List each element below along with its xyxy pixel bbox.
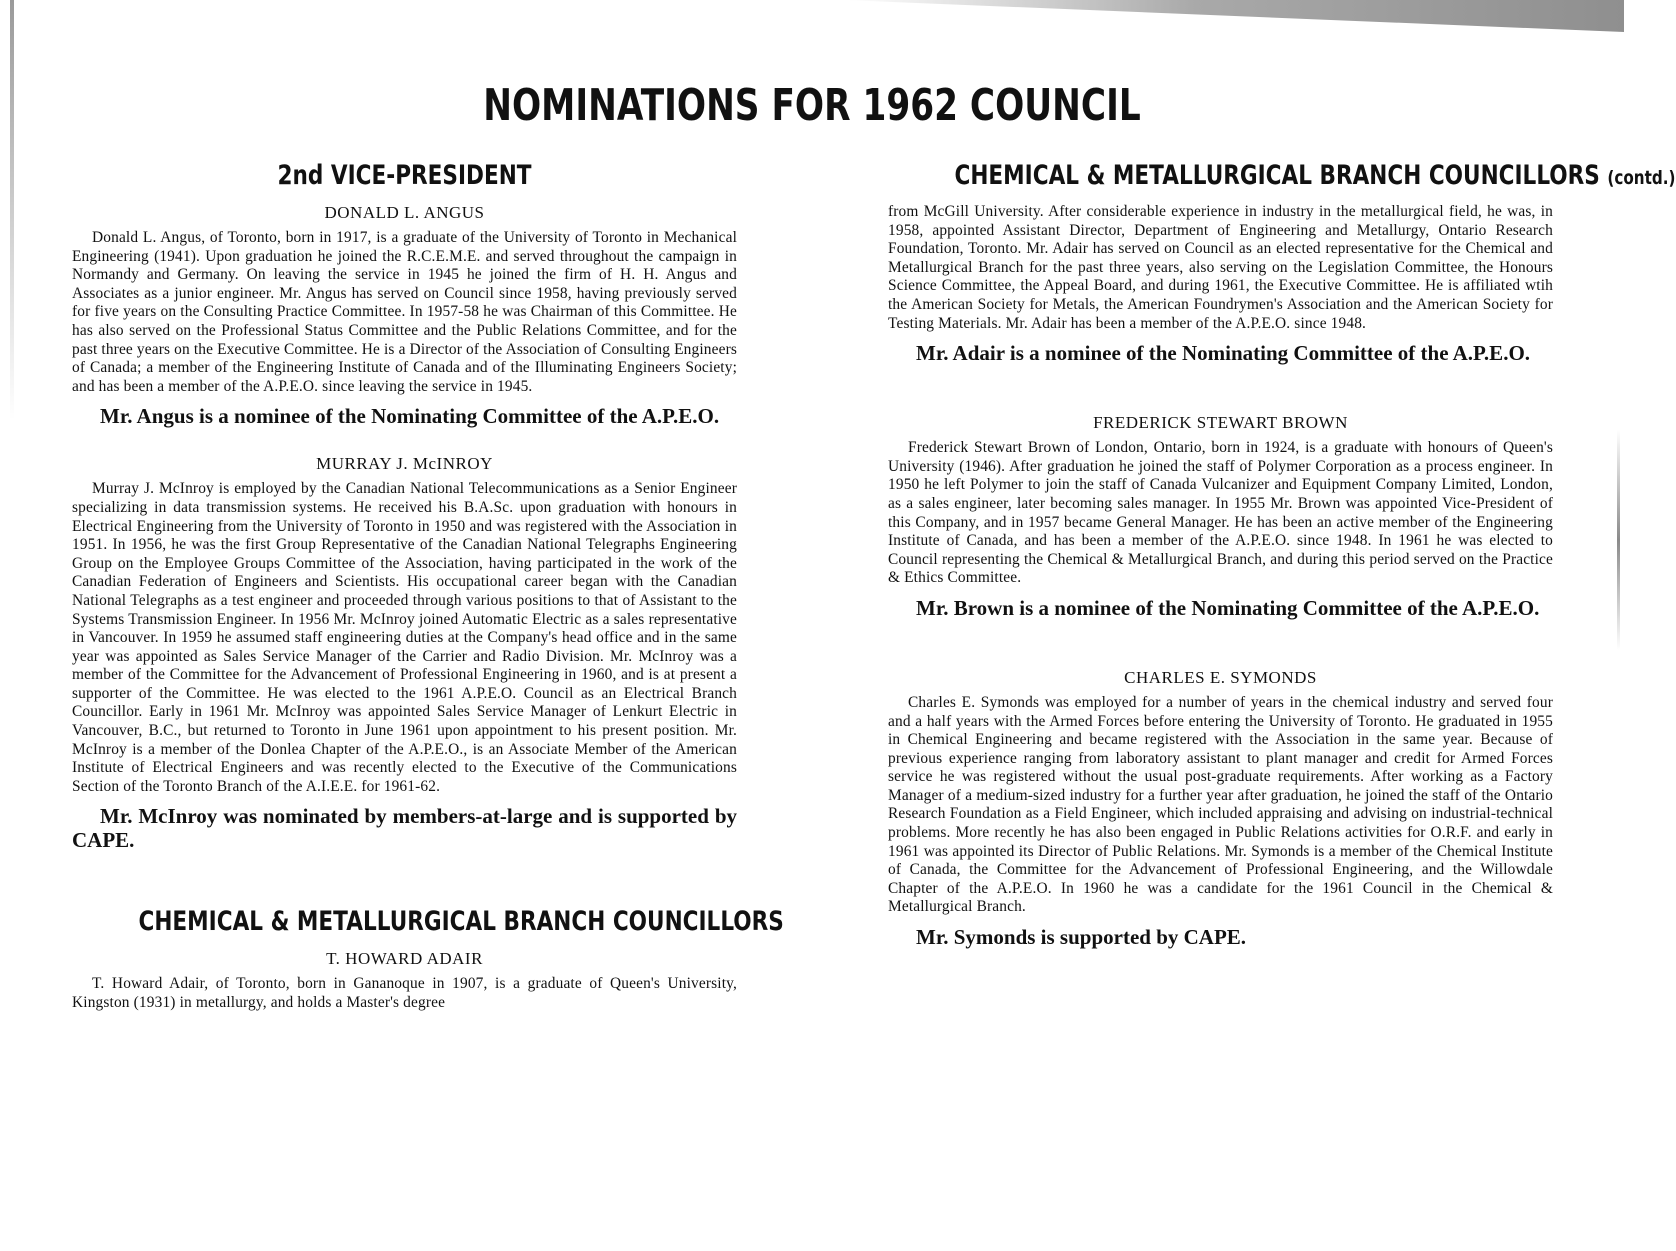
- nominee-name-symonds: CHARLES E. SYMONDS: [1124, 667, 1317, 687]
- scan-edge-right: [1617, 430, 1620, 650]
- nominee-bio-adair-start: T. Howard Adair, of Toronto, born in Gananoque in 1907, is a graduate of Queen's University, Kingston (1931) in metallurgy, and holds a Master's degree: [72, 975, 737, 1012]
- right-column: [888, 150, 1676, 950]
- section-heading-suffix: (contd.): [1607, 167, 1676, 189]
- nominee-bio-adair-end: from McGill University. After considerable experience in industry in the metallurgical field, he was, in 1958, appointed Assistant Director, Department of Engineering and Metallurgy, Ontario Research Foundation, Toronto. Mr. Adair has served on Council as an elected representative for the Chemical and Metallurgical Branch for the past three years, also serving on the Legislation Committee, the Honours Science Committee, the Appeal Board, and during 1961, the Executive Committee. He is affiliated wtih the American Society for Metals, the American Foundrymen's Association and the American Society for Testing Materials. Mr. Adair has been a member of the A.P.E.O. since 1948.: [888, 203, 1553, 332]
- section-heading-chem-metallurgical-contd: [954, 160, 1676, 191]
- page-title: NOMINATIONS FOR 1962 COUNCIL: [483, 80, 1141, 131]
- nominee-name-brown: FREDERICK STEWART BROWN: [1093, 413, 1348, 433]
- section-heading-vice-president: 2nd VICE-PRESIDENT: [277, 160, 532, 191]
- nominee-bio-mcinroy: Murray J. McInroy is employed by the Canadian National Telecommunications as a Senior Engineer specializing in data transmission systems. He received his B.A.Sc. upon graduation with honours in Electrical Engineering from the University of Toronto in 1950 and was registered with the Association in 1951. In 1956, he was the first Group Representative of the Canadian National Telegraphs Engineering Group on the Employee Groups Committee of the Association, having participated in the work of the Canadian Federation of Engineers and Scientists. His occupational career began with the Canadian National Telegraphs as a test engineer and proceeded through various positions to that of Assistant to the Systems Transmission Engineer. In 1956 Mr. McInroy joined Automatic Electric as a sales representative in Vancouver. In 1959 he assumed staff engineering duties at the Company's head office and in the same year was appointed as Sales Service Manager of the Carrier and Radio Division. Mr. McInroy was a member of the Committee for the Advancement of Professional Engineering in 1960, and is at present a supporter of the Committee. He was elected to the 1961 A.P.E.O. Council as an Electrical Branch Councillor. Early in 1961 Mr. McInroy was appointed Sales Service Manager of Lenkurt Electric in Vancouver, B.C., but returned to Toronto in June 1961 upon appointment to his present position. Mr. McInroy is a member of the Donlea Chapter of the A.P.E.O., is an Associate Member of the American Institute of Electrical Engineers and was recently elected to the Executive of the Communications Section of the Toronto Branch of the A.I.E.E. for 1961-62.: [72, 480, 737, 795]
- nominee-note-adair: Mr. Adair is a nominee of the Nominating Committee of the A.P.E.O.: [916, 341, 1531, 366]
- nominee-bio-angus: Donald L. Angus, of Toronto, born in 1917, is a graduate of the University of Toronto in Mechanical Engineering (1941). Upon graduation he joined the R.C.E.M.E. and served throughout the campaign in Normandy and Germany. On leaving the service in 1945 he joined the firm of H. H. Angus and Associates as a junior engineer. Mr. Angus has served on Council since 1958, having previously served for five years on the Consulting Practice Committee. In 1957-58 he was Chairman of this Committee. He has also served on the Professional Status Committee and the Public Relations Committee, and for the past three years on the Executive Committee. He is a Director of the Association of Consulting Engineers of Canada; a member of the Engineering Institute of Canada and of the Illuminating Engineers Society; and has been a member of the A.P.E.O. since leaving the service in 1945.: [72, 229, 737, 395]
- nominee-note-mcinroy: Mr. McInroy was nominated by members-at-large and is supported by CAPE.: [72, 804, 737, 853]
- nominee-bio-symonds: Charles E. Symonds was employed for a number of years in the chemical industry and served four and a half years with the Armed Forces before entering the University of Toronto. He graduated in 1955 in Chemical Engineering and became registered with the Association in the same year. Because of previous experience ranging from laboratory assistant to plant manager and credit for Armed Forces service he was registered without the usual post-graduate requirements. After working as a Factory Manager of a medium-sized industry for a further year after graduation, he joined the staff of the Ontario Research Foundation as a Field Engineer, which included appraising and advising on industrial-technical problems. More recently he has also been engaged in Public Relations activities for O.R.F. and early in 1961 was appointed its Director of Public Relations. Mr. Symonds is a member of the Chemical Institute of Canada, the Committee for the Advancement of Professional Engineering, and the Willowdale Chapter of the A.P.E.O. In 1960 he was a candidate for the 1961 Council in the Chemical & Metallurgical Branch.: [888, 693, 1553, 916]
- left-column: [72, 150, 784, 1013]
- section-heading-text: CHEMICAL & METALLURGICAL BRANCH COUNCILLORS: [954, 160, 1600, 191]
- nominee-bio-brown: Frederick Stewart Brown of London, Ontario, born in 1924, is a graduate with honours of Queen's University (1946). After graduation he joined the staff of Polymer Corporation as a process engineer. In 1950 he left Polymer to join the staff of Canada Vulcanizer and Equipment Company Limited, London, as a sales engineer, later becoming sales manager. In 1955 Mr. Brown was appointed Vice-President of this Company, and in 1957 became General Manager. He has been an active member of the Engineering Institute of Canada, and has been a member of the A.P.E.O. since 1948. In 1961 he was elected to Council representing the Chemical & Metallurgical Branch, and during this period served on the Practice & Ethics Committee.: [888, 439, 1553, 587]
- scan-edge-left: [10, 0, 14, 420]
- section-heading-chem-metallurgical: CHEMICAL & METALLURGICAL BRANCH COUNCILLORS: [138, 906, 784, 938]
- scan-edge-top: [844, 0, 1624, 32]
- nominee-note-brown: Mr. Brown is a nominee of the Nominating Committee of the A.P.E.O.: [916, 595, 1540, 620]
- nominee-note-symonds: Mr. Symonds is supported by CAPE.: [916, 925, 1247, 950]
- nominee-name-angus: DONALD L. ANGUS: [324, 203, 485, 222]
- nominee-name-mcinroy: MURRAY J. McINROY: [316, 454, 493, 474]
- nominee-note-angus: Mr. Angus is a nominee of the Nominating Committee of the A.P.E.O.: [100, 404, 720, 429]
- nominee-name-adair: T. HOWARD ADAIR: [326, 949, 483, 969]
